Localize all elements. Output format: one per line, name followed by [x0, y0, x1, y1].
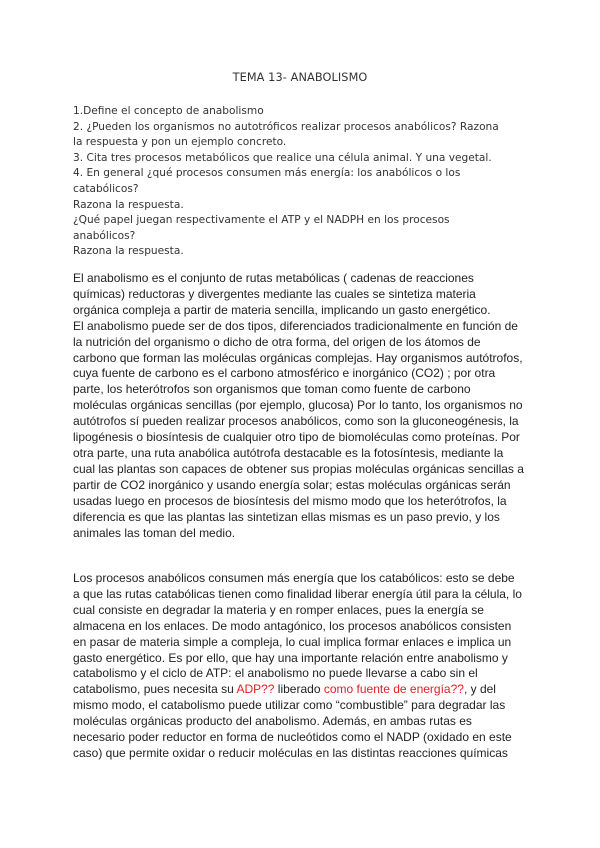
text-line: usadas luego en procesos de biosíntesis del mismo modo que los heterótrofos, la — [73, 493, 507, 508]
text-line: en pasar de materia simple a compleja, lo cual implica formar enlaces e implica un — [73, 634, 512, 649]
question-line: 4. En general ¿qué procesos consumen más energía: los anabólicos o los — [73, 167, 461, 180]
question-line: anabólicos? — [73, 229, 136, 242]
page-title: TEMA 13- ANABOLISMO — [232, 71, 368, 84]
text-segment: liberado — [274, 682, 324, 697]
question-line: la respuesta y pon un ejemplo concreto. — [73, 136, 287, 149]
text-segment: , y del — [463, 682, 496, 697]
text-line: almacena en los enlaces. De modo antagónico, los procesos anabólicos consisten — [73, 618, 512, 633]
text-segment: catabolismo, pues necesita su — [73, 682, 237, 697]
text-line: moléculas orgánicas producto del anabolismo. Además, en ambas rutas es — [73, 714, 472, 729]
text-line: El anabolismo puede ser de dos tipos, diferenciados tradicionalmente en función de — [73, 318, 518, 333]
text-line: parte, los heterótrofos son organismos que toman como fuente de carbono — [73, 382, 471, 397]
question-line: 2. ¿Pueden los organismos no autotróficos realizar procesos anabólicos? Razona — [73, 120, 499, 133]
text-line: lipogénesis o biosíntesis de cualquier otro tipo de biomoléculas como proteínas. Por — [73, 430, 520, 445]
text-line: El anabolismo es el conjunto de rutas metabólicas ( cadenas de reacciones — [73, 271, 474, 285]
question-line: ¿Qué papel juegan respectivamente el ATP y el NADPH en los procesos — [73, 214, 450, 227]
paragraph-energy-consumption — [73, 571, 543, 762]
text-line: químicas) reductoras y divergentes mediante las cuales se sintetiza materia — [73, 286, 476, 301]
text-line: la nutrición del organismo o dicho de otra forma, del origen de los átomos de — [73, 334, 481, 349]
highlight-adp: ADP?? — [236, 682, 275, 697]
text-line: carbono que forman las moléculas orgánicas complejas. Hay organismos autótrofos, — [73, 350, 523, 365]
text-line: Los procesos anabólicos consumen más energía que los catabólicos: esto se debe — [73, 571, 515, 585]
question-line: Razona la respuesta. — [73, 198, 184, 211]
text-line: gasto energético. Es por ello, que hay una importante relación entre anabolismo y — [73, 650, 508, 665]
text-line: partir de CO2 inorgánico y usando energía solar; estas moléculas orgánicas serán — [73, 477, 511, 492]
question-line: 3. Cita tres procesos metabólicos que realice una célula animal. Y una vegetal. — [73, 151, 492, 164]
text-line: animales las toman del medio. — [73, 525, 236, 540]
text-line: mismo modo, el catabolismo puede utilizar como “combustible” para degradar las — [73, 698, 506, 713]
question-line: catabólicos? — [73, 182, 139, 195]
text-line: cual consiste en degradar la materia y en romper enlaces, pues la energía se — [73, 602, 484, 617]
question-line: Razona la respuesta. — [73, 245, 184, 258]
text-line: cuya fuente de carbono es el carbono atmosférico e inorgánico (CO2) ; por otra — [73, 366, 496, 381]
question-line: 1.Define el concepto de anabolismo — [73, 105, 264, 117]
text-line: otra parte, una ruta anabólica autótrofa destacable es la fotosíntesis, mediante la — [73, 445, 504, 460]
text-line: autótrofos sí pueden realizar procesos anabólicos, como son la gluconeogénesis, la — [73, 414, 519, 429]
text-line: diferencia es que las plantas las sintetizan ellas mismas es un paso previo, y los — [73, 509, 500, 524]
paragraph-anabolism-definition — [73, 271, 543, 541]
highlight-energy-source: como fuente de energía?? — [323, 682, 464, 697]
text-line-with-highlights — [73, 682, 543, 698]
text-line: necesario poder reductor en forma de nucleótidos como el NADP (oxidado en este — [73, 730, 512, 745]
text-line: cual las plantas son capaces de obtener sus propias moléculas orgánicas sencillas a — [73, 461, 524, 476]
text-line: caso) que permite oxidar o reducir moléculas en las distintas reacciones químicas — [73, 745, 508, 760]
text-line: moléculas orgánicas sencillas (por ejemplo, glucosa) Por lo tanto, los organismos no — [73, 398, 523, 413]
text-line: a que las rutas catabólicas tienen como finalidad liberar energía útil para la célula, lo — [73, 586, 522, 601]
text-line: orgánica compleja a partir de materia sencilla, implicando un gasto energético. — [73, 302, 491, 317]
text-line: catabolismo y el ciclo de ATP: el anabolismo no puede llevarse a cabo sin el — [73, 666, 478, 681]
question-list — [73, 104, 543, 260]
